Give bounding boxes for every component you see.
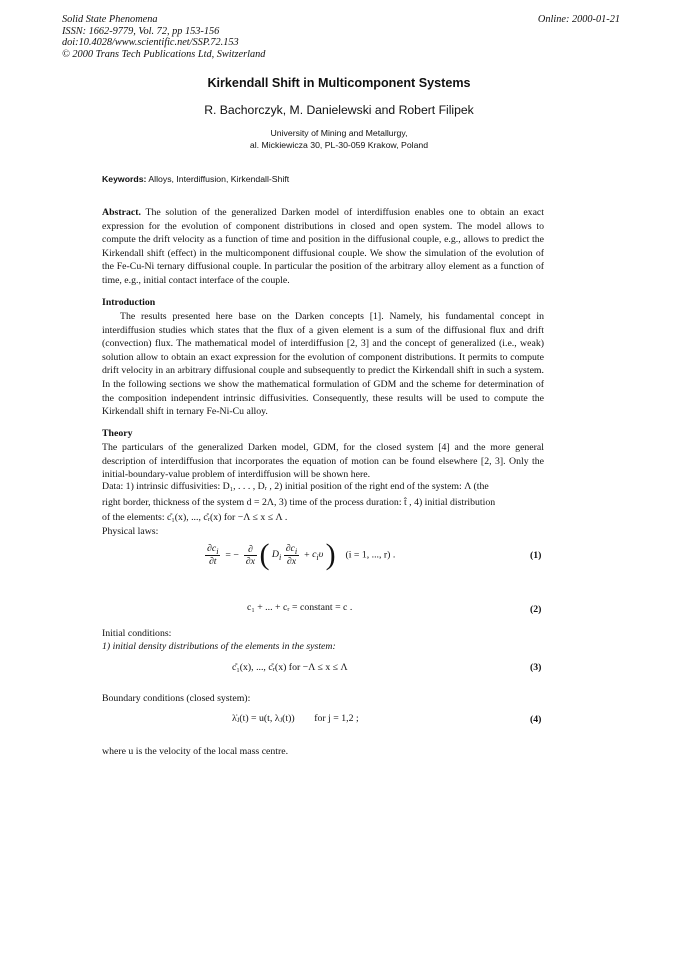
abstract-label: Abstract. [102, 207, 141, 218]
affiliation-line-2: al. Mickiewicza 30, PL-30-059 Krakow, Poland [249, 140, 429, 150]
issn-line: ISSN: 1662-9779, Vol. 72, pp 153-156 [62, 25, 220, 37]
affiliation [0, 127, 678, 151]
abstract [102, 206, 544, 288]
paper-title: Kirkendall Shift in Multicomponent Systems [207, 76, 471, 90]
keywords [102, 174, 289, 184]
initial-conditions-label: Initial conditions: [102, 628, 172, 639]
journal-header [62, 14, 265, 60]
doi-line[interactable]: doi:10.4028/www.scientific.net/SSP.72.153 [62, 37, 239, 49]
data-line-1: Data: 1) intrinsic diffusivities: D₁, . . . , Dᵣ , 2) initial position of the right end of the system: Λ (the [102, 481, 489, 492]
copyright-line: © 2000 Trans Tech Publications Ltd, Switzerland [62, 48, 266, 60]
equation-3-number: (3) [530, 662, 542, 673]
equation-2-number: (2) [530, 604, 542, 615]
theory-text: The particulars of the generalized Darken model, GDM, for the closed system [4] and the more general description of interdiffusion that incorporates the equation of motion can be found elsewhere [2, 3]. Only the initial-boundary-value problem of interdiffusion will be shown here. [102, 442, 544, 481]
keywords-text: Alloys, Interdiffusion, Kirkendall-Shift [148, 174, 290, 184]
online-date: Online: 2000-01-21 [537, 14, 620, 25]
theory-heading: Theory [102, 428, 133, 439]
equation-4-lhs: λ̇ⱼ(t) = u(t, λⱼ(t)) [232, 713, 295, 724]
boundary-conditions-label: Boundary conditions (closed system): [102, 693, 251, 704]
equation-4-number: (4) [530, 714, 542, 725]
equation-3: c̊₁(x), ..., c̊ᵣ(x) for −Λ ≤ x ≤ Λ [232, 662, 348, 673]
equation-1: $\frac{\partial c_i}{\partial t}$ = − $\frac{\partial}{\partial x}$ ( $D_i$ $\frac{\partial c_i}{\partial x}$ + $c_i\upsilon$ ) (i = 1, ..., r) . [207, 538, 396, 571]
equation-4 [232, 713, 359, 724]
data-line-2: right border, thickness of the system d = 2Λ, 3) time of the process duration: t̂ , 4) initial distribution [102, 497, 496, 508]
equation-4-rhs: for j = 1,2 ; [314, 713, 359, 724]
introduction-heading: Introduction [102, 297, 156, 308]
abstract-text: The solution of the generalized Darken model of interdiffusion enables one to obtain an exact expression for the evolution of component distributions in closed and open system. The model allows to compute the drift velocity as a function of time and position in the diffusional couple, e.g., allows to predict the Kirkendall shift (effect) in the multicomponent diffusional couple. We show the simulation of the evolution of the Fe-Cu-Ni ternary diffusional couple. In particular the position of the arbitrary alloy element as a function of time, e.g., initial contact interface of the couple. [102, 207, 544, 286]
journal-name: Solid State Phenomena [62, 14, 158, 25]
introduction-text: The results presented here base on the Darken concepts [1]. Namely, his fundamental concept in interdiffusion studies which states that the flux of a given element is a sum of the diffusional flux and drift (convection) flux. The mathematical model of interdiffusion [2, 3] and the concept of generalized (i.e., weak) solution allow to obtain an exact expression for the evolution of component distributions. It permits to compute drift velocity in an arbitrary diffusional couple and subsequently to predict the Kirkendall shift in such a system. In the following sections we show the mathematical formulation of GDM and the scheme for determination of the composition independent intrinsic diffusivities. Consequently, these results will be used to compute the Kirkendall shift in ternary Fe-Ni-Cu alloy. [102, 311, 544, 418]
equation-1-number: (1) [530, 550, 542, 561]
equation-2: c₁ + ... + cᵣ = constant = c . [247, 602, 353, 613]
authors: R. Bachorczyk, M. Danielewski and Robert Filipek [204, 103, 474, 117]
equation-1-range: (i = 1, ..., r) . [345, 549, 396, 561]
initial-conditions-item: 1) initial density distributions of the elements in the system: [102, 641, 336, 652]
closing-sentence: where u is the velocity of the local mass centre. [102, 746, 289, 757]
physical-laws-label: Physical laws: [102, 526, 159, 537]
affiliation-line-1: University of Mining and Metallurgy, [270, 128, 408, 138]
keywords-label: Keywords: [102, 174, 147, 184]
data-line-3: of the elements: c̊₁(x), ..., c̊ᵣ(x) for −Λ ≤ x ≤ Λ . [102, 512, 288, 523]
